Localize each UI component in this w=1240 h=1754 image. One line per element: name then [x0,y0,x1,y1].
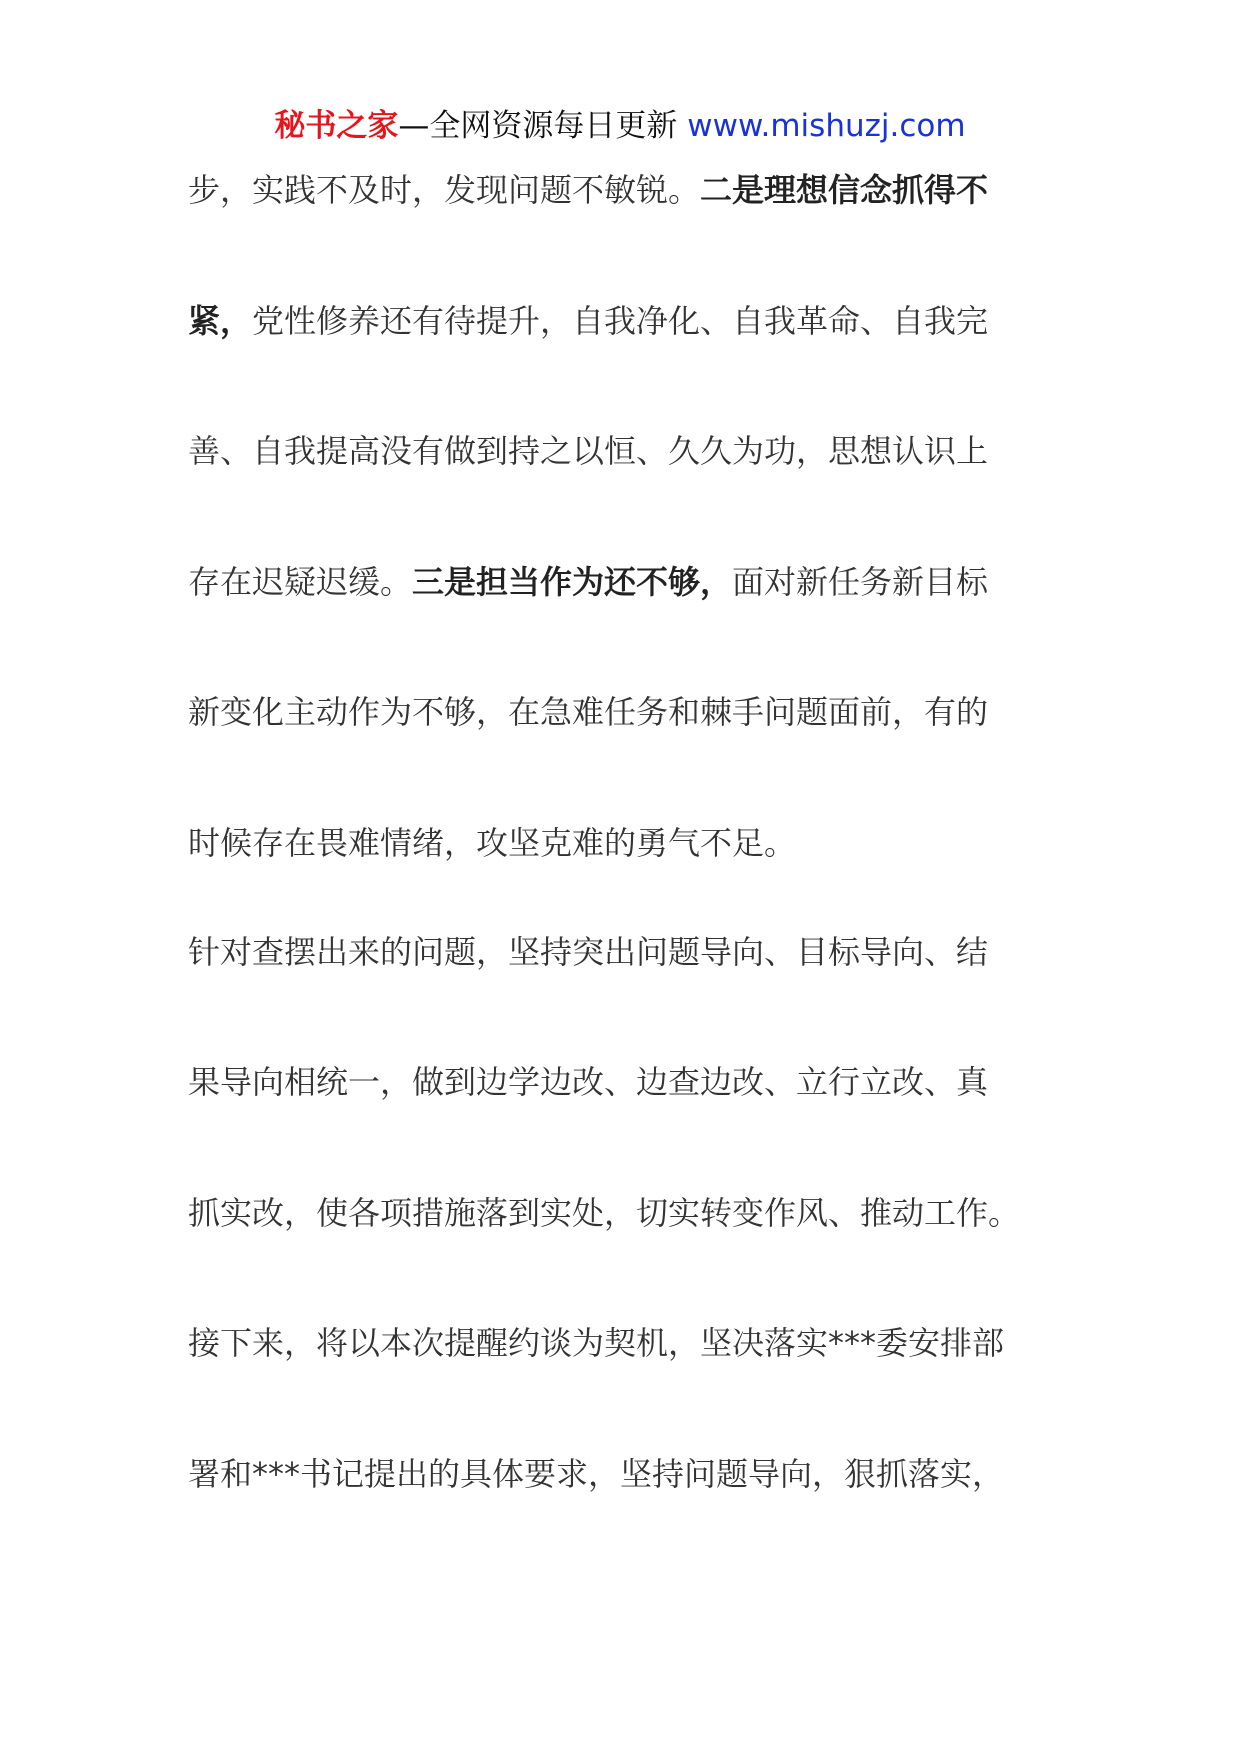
site-header [0,104,1240,148]
text-line [188,168,988,212]
text-segment: 步，实践不及时，发现问题不敏锐。 [188,171,701,209]
text-segment: 善、自我提高没有做到持之以恒、久久为功，思想认识上 [188,432,989,470]
text-segment: 面对新任务新目标 [732,563,989,601]
text-segment: 果导向相统一，做到边学边改、边查边改、立行立改、真 [188,1063,989,1101]
bold-heading: 二是理想信念抓得不 [700,171,989,209]
text-line [188,429,988,473]
text-line [188,821,796,865]
text-segment: 党性修养还有待提升，自我净化、自我革命、自我完 [252,302,989,340]
text-line [188,299,988,343]
text-segment: 新变化主动作为不够，在急难任务和棘手问题面前，有的 [188,693,989,731]
text-line [188,560,988,604]
site-tagline: —全网资源每日更新 [398,108,688,144]
bold-heading: 紧， [188,302,253,340]
text-segment: 存在迟疑迟缓。 [188,563,413,601]
text-segment: 时候存在畏难情绪，攻坚克难的勇气不足。 [188,824,797,862]
site-brand: 秘书之家 [274,108,399,144]
text-segment: 针对查摆出来的问题，坚持突出问题导向、目标导向、结 [188,933,989,971]
bold-heading: 三是担当作为还不够， [412,563,733,601]
text-segment: 接下来，将以本次提醒约谈为契机，坚决落实***委安排部 [188,1324,1005,1362]
text-line [188,930,988,974]
text-line [188,1191,1020,1235]
text-line [188,690,988,734]
text-line [188,1452,1004,1496]
text-line [188,1321,1004,1365]
text-segment: 署和***书记提出的具体要求，坚持问题导向，狠抓落实， [188,1455,1005,1493]
text-segment: 抓实改，使各项措施落到实处，切实转变作风、推动工作。 [188,1194,1021,1232]
site-url[interactable]: www.mishuzj.com [687,108,966,144]
text-line [188,1060,988,1104]
